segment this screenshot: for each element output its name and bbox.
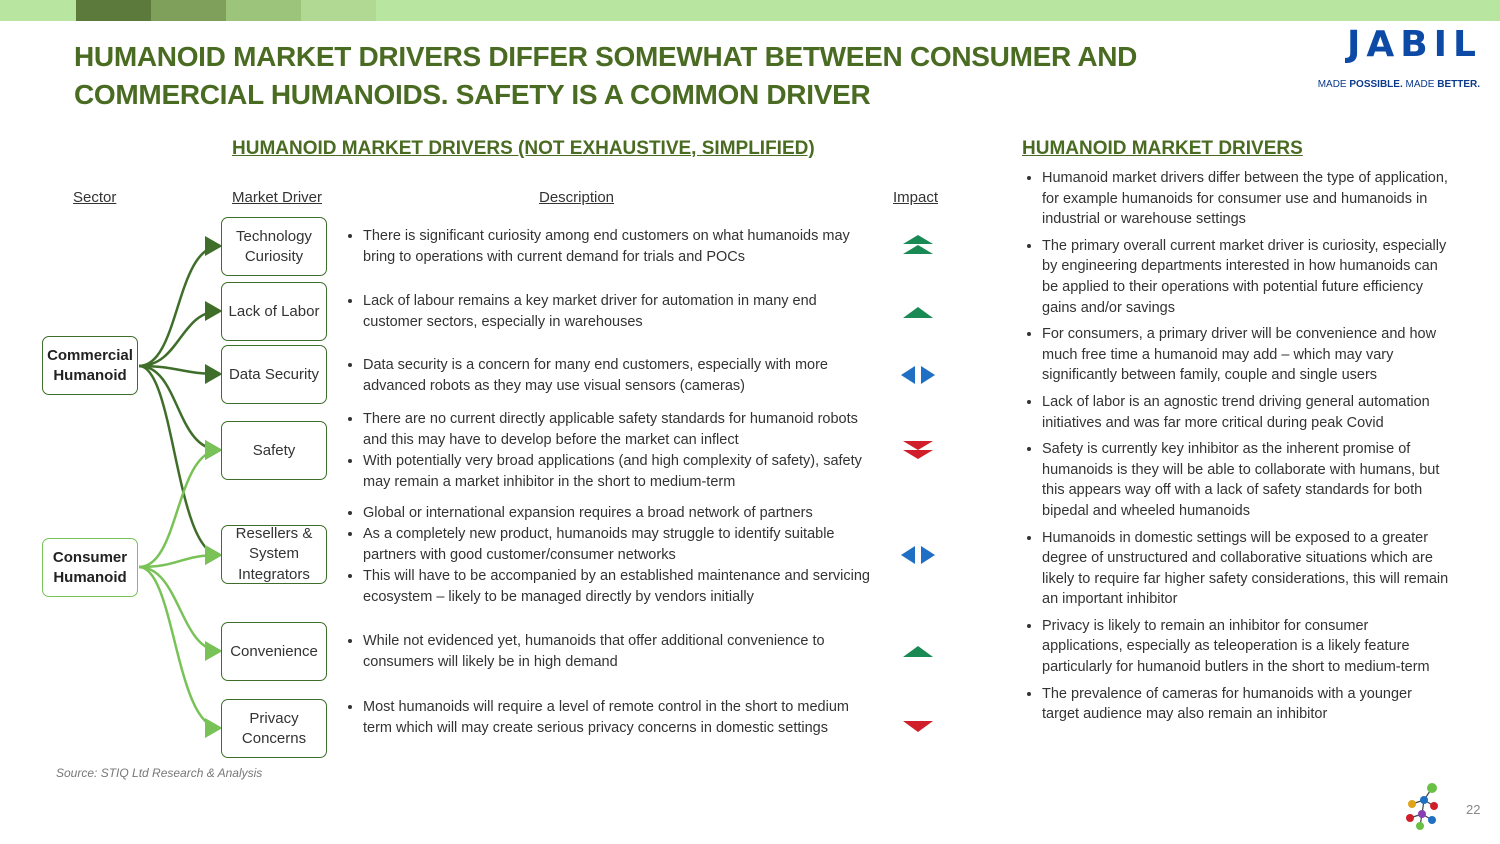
list-item: • Lack of labor is an agnostic trend driving general automation initiatives and was far more critical during peak Covid xyxy=(1042,392,1450,433)
column-heading-driver: Market Driver xyxy=(232,189,323,206)
column-heading-sector: Sector xyxy=(73,189,117,206)
driver-label: Curiosity xyxy=(244,247,304,265)
description-resellers xyxy=(340,503,870,608)
impact-neutral-icon xyxy=(898,360,938,390)
description-lack-of-labor xyxy=(340,291,870,333)
description-bullet: • Data security is a concern for many end customers, especially with more advanced robots as they may use visual sensors (cameras) xyxy=(363,355,870,397)
page-number: 22 xyxy=(1466,802,1481,817)
impact-strong-negative-icon xyxy=(898,436,938,466)
description-bullet: • As a completely new product, humanoids may struggle to identify suitable partners with good customer/consumer networks xyxy=(363,524,870,566)
column-heading-description: Description xyxy=(539,189,615,206)
driver-label: Resellers & xyxy=(235,525,313,542)
driver-box-lack-of-labor xyxy=(221,282,327,341)
molecule-logo-icon xyxy=(1400,778,1444,834)
impact-positive-icon xyxy=(898,298,938,328)
connector-commercial-resellers xyxy=(139,366,220,555)
driver-box-technology-curiosity xyxy=(221,217,327,276)
description-bullet: • Most humanoids will require a level of remote control in the short to medium term which will may create serious privacy concerns in domestic settings xyxy=(363,697,870,739)
sector-label: Humanoid xyxy=(53,366,127,384)
logo-tag-word: POSSIBLE. xyxy=(1349,79,1403,90)
description-bullet: • There are no current directly applicable safety standards for humanoid robots and this may have to develop before the market can inflect xyxy=(363,409,870,451)
driver-label: Privacy xyxy=(249,709,299,727)
driver-label: Technology xyxy=(236,227,312,245)
list-item: • The primary overall current market driver is curiosity, especially by engineering departments interested in how humanoids can be applied to their operations with potential future efficiency gains and/or savings xyxy=(1042,236,1450,318)
driver-label: Concerns xyxy=(241,729,307,747)
description-convenience xyxy=(340,631,870,673)
connector-consumer-convenience xyxy=(139,567,220,651)
driver-label: Safety xyxy=(252,441,296,459)
driver-box-convenience xyxy=(221,622,327,681)
sector-box-consumer xyxy=(42,538,138,597)
logo-tag-word: BETTER. xyxy=(1437,79,1480,90)
list-item: • Safety is currently key inhibitor as the inherent promise of humanoids is they will be able to collaborate with humans, but this appears way off with a lack of safety standards for both bipedal and wheeled humanoids xyxy=(1042,439,1450,521)
logo-tag-word: MADE xyxy=(1405,79,1435,90)
driver-box-privacy-concerns xyxy=(221,699,327,758)
description-bullet: • With potentially very broad applications (and high complexity of safety), safety may remain a market inhibitor in the short to medium-term xyxy=(363,451,870,493)
list-item: • For consumers, a primary driver will be convenience and how much free time a humanoid may add – which may vary significantly between family, couple and single users xyxy=(1042,324,1450,386)
column-heading-impact: Impact xyxy=(893,189,939,206)
left-section-heading: HUMANOID MARKET DRIVERS (NOT EXHAUSTIVE, SIMPLIFIED) xyxy=(232,138,815,159)
sector-box-commercial xyxy=(42,336,138,395)
description-data-security xyxy=(340,355,870,397)
driver-label: Lack of Labor xyxy=(228,302,320,320)
title-line-2: COMMERCIAL HUMANOIDS. SAFETY IS A COMMON DRIVER xyxy=(74,79,871,110)
logo-wordmark: JABIL xyxy=(1346,24,1482,65)
driver-label: System xyxy=(248,545,299,563)
list-item: • The prevalence of cameras for humanoids with a younger target audience may also remain an inhibitor xyxy=(1042,684,1450,725)
description-safety xyxy=(340,409,870,493)
connector-commercial-technology xyxy=(139,246,220,366)
connector-commercial-labor xyxy=(139,311,220,366)
description-bullet: • Global or international expansion requires a broad network of partners xyxy=(363,503,870,524)
source-note: Source: STIQ Ltd Research & Analysis xyxy=(56,766,263,780)
description-technology-curiosity xyxy=(340,226,870,268)
sector-label: Humanoid xyxy=(53,568,127,586)
list-item: • Privacy is likely to remain an inhibitor for consumer applications, especially as teleoperation is a likely feature particularly for humanoid butlers in the short to medium-term xyxy=(1042,616,1450,678)
driver-label: Data Security xyxy=(228,365,320,383)
right-section-heading: HUMANOID MARKET DRIVERS xyxy=(1022,138,1303,159)
driver-label: Integrators xyxy=(238,565,310,583)
driver-label: Convenience xyxy=(230,642,318,660)
list-item: • Humanoid market drivers differ between the type of application, for example humanoids for consumer use and humanoids in industrial or warehouse settings xyxy=(1042,168,1450,230)
impact-neutral-icon xyxy=(898,540,938,570)
title-line-1: HUMANOID MARKET DRIVERS DIFFER SOMEWHAT BETWEEN CONSUMER AND xyxy=(74,41,1138,72)
impact-strong-positive-icon xyxy=(898,232,938,262)
description-privacy-concerns xyxy=(340,697,870,739)
sector-label: Consumer xyxy=(52,548,128,566)
description-bullet: • Lack of labour remains a key market driver for automation in many end customer sectors, especially in warehouses xyxy=(363,291,870,333)
sector-label: Commercial xyxy=(47,346,133,364)
logo-tag-word: MADE xyxy=(1317,79,1347,90)
connector-consumer-resellers xyxy=(139,555,220,567)
impact-positive-icon xyxy=(898,637,938,667)
driver-box-safety xyxy=(221,421,327,480)
impact-negative-icon xyxy=(898,712,938,742)
right-bullet-list xyxy=(1020,168,1450,731)
description-bullet: • There is significant curiosity among end customers on what humanoids may bring to operations with current demand for trials and POCs xyxy=(363,226,870,268)
driver-box-resellers xyxy=(221,525,327,584)
description-bullet: • This will have to be accompanied by an established maintenance and servicing ecosystem – likely to be managed directly by vendors initially xyxy=(363,566,870,608)
driver-box-data-security xyxy=(221,345,327,404)
connector-commercial-safety xyxy=(139,366,220,450)
description-bullet: • While not evidenced yet, humanoids that offer additional convenience to consumers will likely be in high demand xyxy=(363,631,870,673)
list-item: • Humanoids in domestic settings will be exposed to a greater degree of unstructured and collaborative situations which are likely to require far higher safety considerations, this will remain an important inhibitor xyxy=(1042,528,1450,610)
